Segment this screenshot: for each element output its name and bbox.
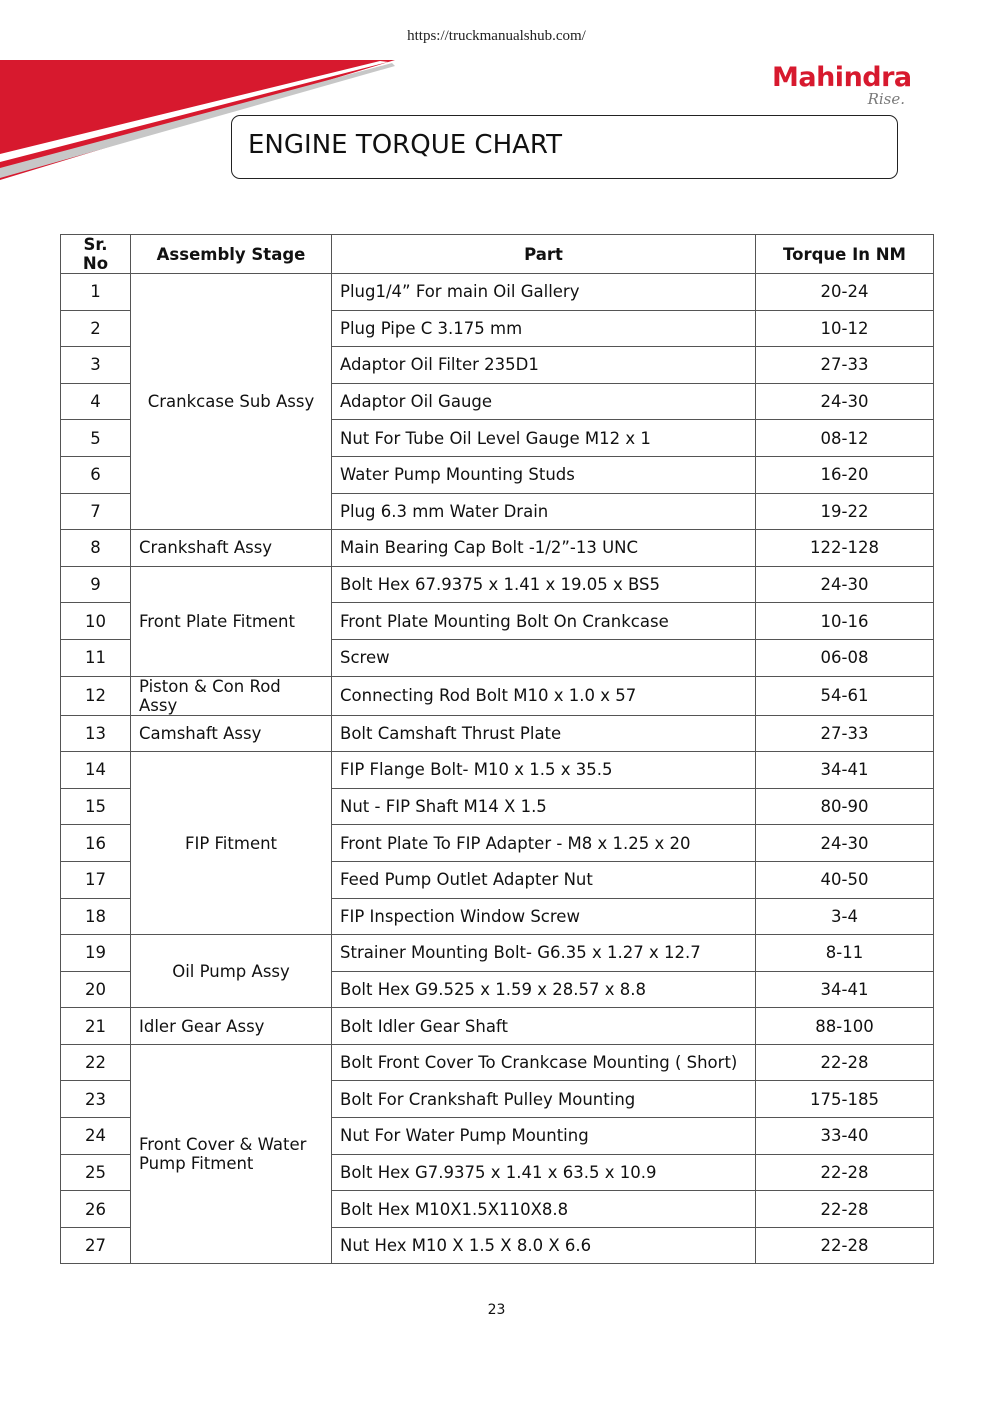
part-cell: Feed Pump Outlet Adapter Nut xyxy=(332,861,756,898)
part-cell: Nut - FIP Shaft M14 X 1.5 xyxy=(332,788,756,825)
torque-cell: 16-20 xyxy=(756,456,934,493)
torque-cell: 22-28 xyxy=(756,1044,934,1081)
part-cell: Front Plate To FIP Adapter - M8 x 1.25 x 20 xyxy=(332,825,756,862)
torque-cell: 80-90 xyxy=(756,788,934,825)
torque-cell: 27-33 xyxy=(756,347,934,384)
assembly-stage-cell: Front Plate Fitment xyxy=(131,566,332,676)
sr-no-cell: 24 xyxy=(61,1118,131,1155)
sr-no-cell: 12 xyxy=(61,676,131,715)
assembly-stage-cell: Idler Gear Assy xyxy=(131,1008,332,1045)
table-row xyxy=(61,274,934,311)
table-header-row xyxy=(61,235,934,274)
part-cell: Bolt Camshaft Thrust Plate xyxy=(332,715,756,752)
sr-no-cell: 8 xyxy=(61,530,131,567)
sr-no-cell: 2 xyxy=(61,310,131,347)
sr-no-cell: 5 xyxy=(61,420,131,457)
part-cell: Main Bearing Cap Bolt -1/2”-13 UNC xyxy=(332,530,756,567)
part-cell: Plug Pipe C 3.175 mm xyxy=(332,310,756,347)
part-cell: FIP Inspection Window Screw xyxy=(332,898,756,935)
torque-cell: 22-28 xyxy=(756,1191,934,1228)
table-row xyxy=(61,566,934,603)
sr-no-cell: 27 xyxy=(61,1227,131,1264)
torque-cell: 20-24 xyxy=(756,274,934,311)
part-cell: Bolt Idler Gear Shaft xyxy=(332,1008,756,1045)
sr-no-cell: 3 xyxy=(61,347,131,384)
torque-cell: 34-41 xyxy=(756,971,934,1008)
sr-no-cell: 20 xyxy=(61,971,131,1008)
torque-cell: 08-12 xyxy=(756,420,934,457)
torque-cell: 175-185 xyxy=(756,1081,934,1118)
table-row xyxy=(61,1044,934,1081)
logo-wordmark: Mahindra xyxy=(772,62,912,93)
page-title: ENGINE TORQUE CHART xyxy=(248,130,562,160)
sr-no-cell: 9 xyxy=(61,566,131,603)
table-row xyxy=(61,752,934,789)
column-header-part: Part xyxy=(332,235,756,274)
torque-cell: 22-28 xyxy=(756,1154,934,1191)
part-cell: Nut Hex M10 X 1.5 X 8.0 X 6.6 xyxy=(332,1227,756,1264)
page-number: 23 xyxy=(487,1302,506,1318)
part-cell: Strainer Mounting Bolt- G6.35 x 1.27 x 12.7 xyxy=(332,935,756,972)
sr-no-cell: 7 xyxy=(61,493,131,530)
column-header-torque: Torque In NM xyxy=(756,235,934,274)
torque-cell: 10-12 xyxy=(756,310,934,347)
part-cell: Connecting Rod Bolt M10 x 1.0 x 57 xyxy=(332,676,756,715)
source-url[interactable]: https://truckmanualshub.com/ xyxy=(407,28,586,44)
torque-cell: 122-128 xyxy=(756,530,934,567)
part-cell: Bolt Hex G9.525 x 1.59 x 28.57 x 8.8 xyxy=(332,971,756,1008)
sr-no-cell: 4 xyxy=(61,383,131,420)
torque-cell: 06-08 xyxy=(756,639,934,676)
sr-no-cell: 6 xyxy=(61,456,131,493)
sr-no-cell: 11 xyxy=(61,639,131,676)
part-cell: Adaptor Oil Filter 235D1 xyxy=(332,347,756,384)
part-cell: Nut For Water Pump Mounting xyxy=(332,1118,756,1155)
sr-no-cell: 22 xyxy=(61,1044,131,1081)
part-cell: Screw xyxy=(332,639,756,676)
assembly-stage-cell: Front Cover & Water Pump Fitment xyxy=(131,1044,332,1264)
part-cell: Plug 6.3 mm Water Drain xyxy=(332,493,756,530)
sr-no-cell: 21 xyxy=(61,1008,131,1045)
part-cell: Bolt Hex 67.9375 x 1.41 x 19.05 x BS5 xyxy=(332,566,756,603)
part-cell: Adaptor Oil Gauge xyxy=(332,383,756,420)
assembly-stage-cell: Crankcase Sub Assy xyxy=(131,274,332,530)
part-cell: Water Pump Mounting Studs xyxy=(332,456,756,493)
torque-cell: 3-4 xyxy=(756,898,934,935)
torque-cell: 27-33 xyxy=(756,715,934,752)
column-header-assembly-stage: Assembly Stage xyxy=(131,235,332,274)
torque-cell: 34-41 xyxy=(756,752,934,789)
sr-no-cell: 10 xyxy=(61,603,131,640)
sr-no-cell: 14 xyxy=(61,752,131,789)
torque-cell: 22-28 xyxy=(756,1227,934,1264)
sr-no-cell: 13 xyxy=(61,715,131,752)
table-row xyxy=(61,715,934,752)
logo-tagline: Rise. xyxy=(867,90,905,108)
part-cell: FIP Flange Bolt- M10 x 1.5 x 35.5 xyxy=(332,752,756,789)
torque-cell: 54-61 xyxy=(756,676,934,715)
torque-table-body xyxy=(61,274,934,1264)
part-cell: Bolt Front Cover To Crankcase Mounting ( Short) xyxy=(332,1044,756,1081)
torque-cell: 10-16 xyxy=(756,603,934,640)
sr-no-cell: 26 xyxy=(61,1191,131,1228)
sr-no-cell: 15 xyxy=(61,788,131,825)
assembly-stage-cell: Piston & Con Rod Assy xyxy=(131,676,332,715)
torque-cell: 19-22 xyxy=(756,493,934,530)
torque-cell: 88-100 xyxy=(756,1008,934,1045)
torque-cell: 40-50 xyxy=(756,861,934,898)
sr-no-cell: 19 xyxy=(61,935,131,972)
torque-cell: 24-30 xyxy=(756,383,934,420)
table-row xyxy=(61,676,934,715)
torque-cell: 33-40 xyxy=(756,1118,934,1155)
mahindra-logo xyxy=(772,62,912,112)
part-cell: Plug1/4” For main Oil Gallery xyxy=(332,274,756,311)
torque-cell: 24-30 xyxy=(756,566,934,603)
sr-no-cell: 1 xyxy=(61,274,131,311)
part-cell: Bolt Hex M10X1.5X110X8.8 xyxy=(332,1191,756,1228)
torque-cell: 8-11 xyxy=(756,935,934,972)
sr-no-cell: 16 xyxy=(61,825,131,862)
part-cell: Nut For Tube Oil Level Gauge M12 x 1 xyxy=(332,420,756,457)
assembly-stage-cell: Oil Pump Assy xyxy=(131,935,332,1008)
sr-no-cell: 25 xyxy=(61,1154,131,1191)
torque-table xyxy=(60,234,934,1264)
column-header-sr-no: Sr. No xyxy=(61,235,131,274)
sr-no-cell: 23 xyxy=(61,1081,131,1118)
torque-cell: 24-30 xyxy=(756,825,934,862)
table-row xyxy=(61,530,934,567)
sr-no-cell: 18 xyxy=(61,898,131,935)
part-cell: Bolt Hex G7.9375 x 1.41 x 63.5 x 10.9 xyxy=(332,1154,756,1191)
part-cell: Front Plate Mounting Bolt On Crankcase xyxy=(332,603,756,640)
sr-no-cell: 17 xyxy=(61,861,131,898)
assembly-stage-cell: Crankshaft Assy xyxy=(131,530,332,567)
title-box xyxy=(231,115,898,179)
table-row xyxy=(61,935,934,972)
part-cell: Bolt For Crankshaft Pulley Mounting xyxy=(332,1081,756,1118)
assembly-stage-cell: Camshaft Assy xyxy=(131,715,332,752)
assembly-stage-cell: FIP Fitment xyxy=(131,752,332,935)
table-row xyxy=(61,1008,934,1045)
